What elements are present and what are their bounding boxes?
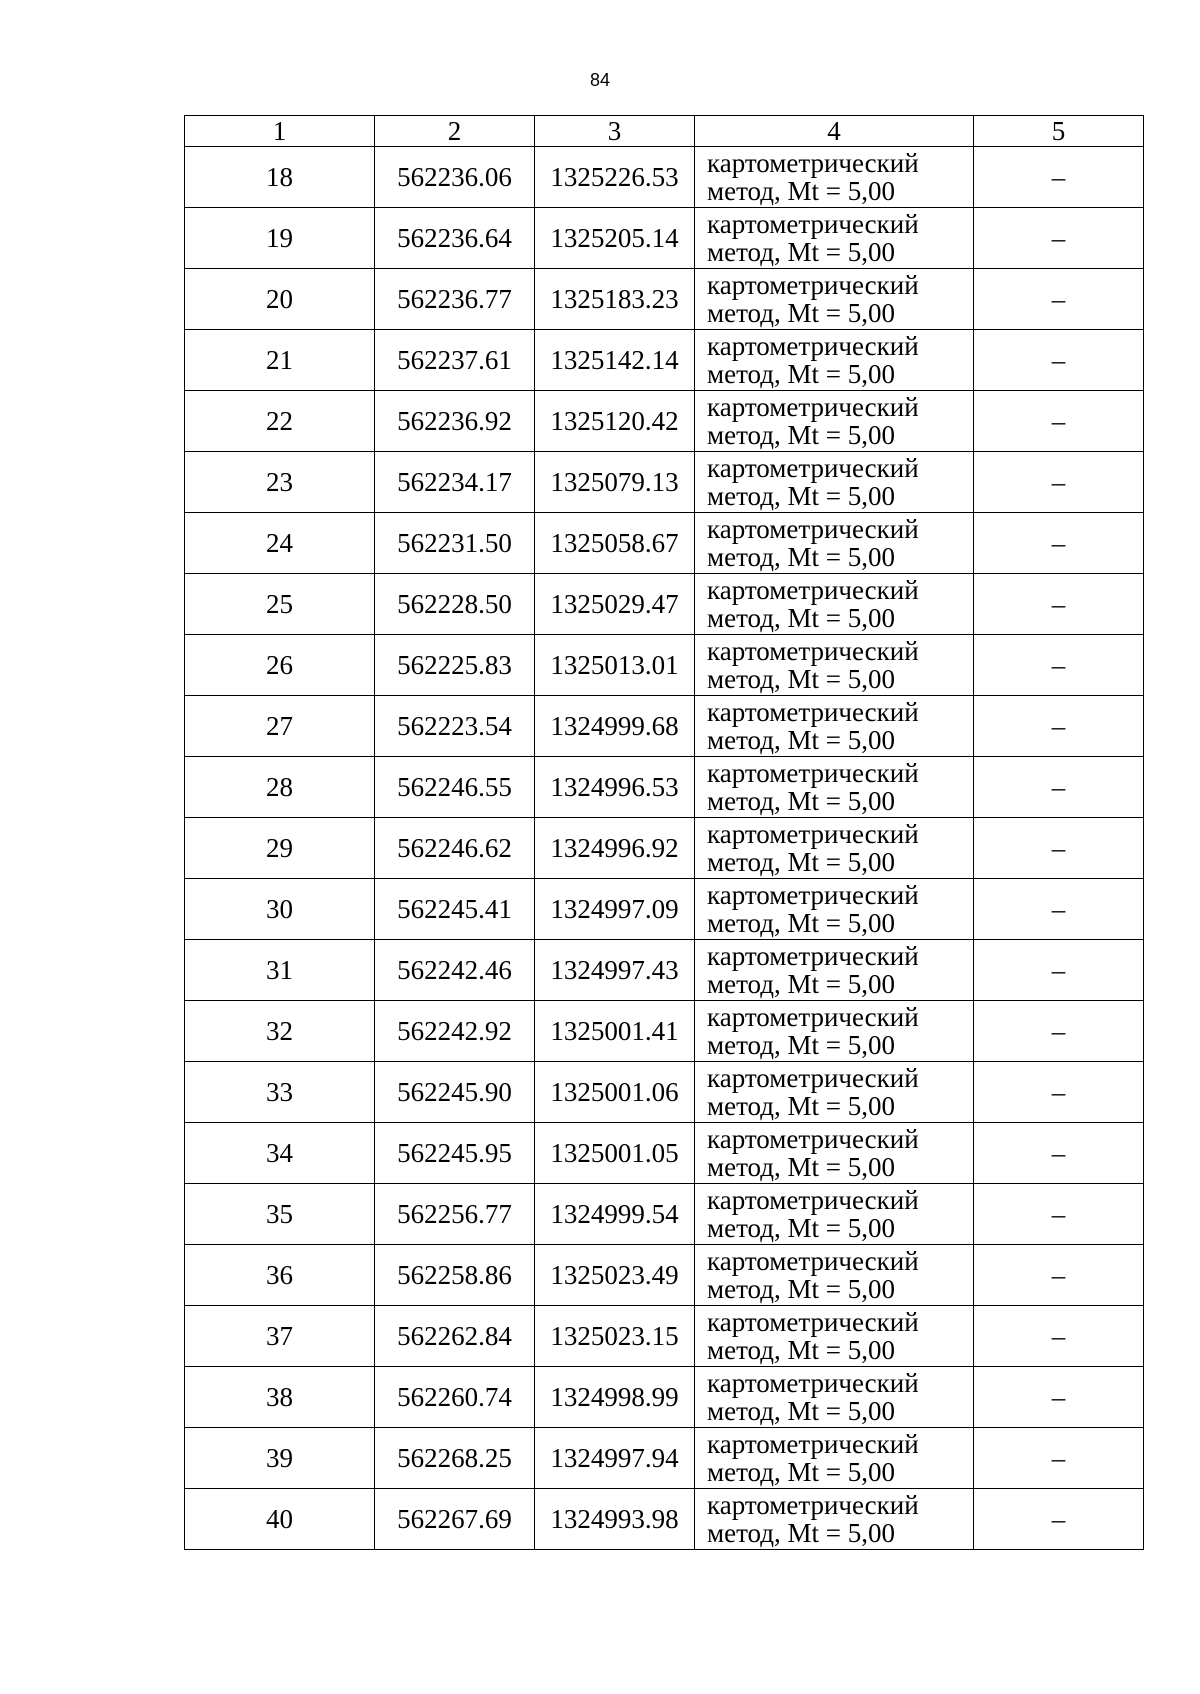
- method-cell: [695, 513, 974, 574]
- y-coordinate-cell: 1325183.23: [535, 269, 695, 330]
- method-accuracy: метод, Mt = 5,00: [707, 1091, 895, 1121]
- column-5-cell: –: [974, 1367, 1144, 1428]
- point-number-cell: 22: [185, 391, 375, 452]
- method-name: картометрический: [707, 331, 919, 361]
- y-coordinate-cell: 1325023.15: [535, 1306, 695, 1367]
- y-coordinate-cell: 1324997.94: [535, 1428, 695, 1489]
- method-name: картометрический: [707, 209, 919, 239]
- point-number-cell: 30: [185, 879, 375, 940]
- x-coordinate-cell: 562242.46: [375, 940, 535, 1001]
- table-row: [185, 696, 1144, 757]
- y-coordinate-cell: 1325001.05: [535, 1123, 695, 1184]
- method-cell: [695, 147, 974, 208]
- table-header-row: [185, 116, 1144, 147]
- column-5-cell: –: [974, 1245, 1144, 1306]
- y-coordinate-cell: 1325079.13: [535, 452, 695, 513]
- method-cell: [695, 940, 974, 1001]
- method-name: картометрический: [707, 514, 919, 544]
- x-coordinate-cell: 562236.77: [375, 269, 535, 330]
- column-header: 5: [974, 116, 1144, 147]
- column-5-cell: –: [974, 208, 1144, 269]
- x-coordinate-cell: 562231.50: [375, 513, 535, 574]
- y-coordinate-cell: 1325001.06: [535, 1062, 695, 1123]
- point-number-cell: 23: [185, 452, 375, 513]
- method-name: картометрический: [707, 270, 919, 300]
- method-name: картометрический: [707, 697, 919, 727]
- method-accuracy: метод, Mt = 5,00: [707, 603, 895, 633]
- x-coordinate-cell: 562242.92: [375, 1001, 535, 1062]
- table-row: [185, 269, 1144, 330]
- method-cell: [695, 330, 974, 391]
- method-accuracy: метод, Mt = 5,00: [707, 176, 895, 206]
- point-number-cell: 28: [185, 757, 375, 818]
- x-coordinate-cell: 562268.25: [375, 1428, 535, 1489]
- method-cell: [695, 1367, 974, 1428]
- method-cell: [695, 574, 974, 635]
- column-5-cell: –: [974, 1001, 1144, 1062]
- method-cell: [695, 818, 974, 879]
- coordinates-table: [184, 115, 1144, 1550]
- x-coordinate-cell: 562228.50: [375, 574, 535, 635]
- point-number-cell: 29: [185, 818, 375, 879]
- y-coordinate-cell: 1324999.54: [535, 1184, 695, 1245]
- table-row: [185, 452, 1144, 513]
- point-number-cell: 32: [185, 1001, 375, 1062]
- table-row: [185, 330, 1144, 391]
- x-coordinate-cell: 562246.62: [375, 818, 535, 879]
- y-coordinate-cell: 1325013.01: [535, 635, 695, 696]
- method-cell: [695, 635, 974, 696]
- method-cell: [695, 1428, 974, 1489]
- x-coordinate-cell: 562256.77: [375, 1184, 535, 1245]
- method-accuracy: метод, Mt = 5,00: [707, 908, 895, 938]
- column-5-cell: –: [974, 635, 1144, 696]
- y-coordinate-cell: 1325205.14: [535, 208, 695, 269]
- method-name: картометрический: [707, 1002, 919, 1032]
- method-cell: [695, 391, 974, 452]
- method-cell: [695, 452, 974, 513]
- method-name: картометрический: [707, 575, 919, 605]
- table-row: [185, 147, 1144, 208]
- method-cell: [695, 208, 974, 269]
- method-accuracy: метод, Mt = 5,00: [707, 1396, 895, 1426]
- x-coordinate-cell: 562262.84: [375, 1306, 535, 1367]
- method-name: картометрический: [707, 392, 919, 422]
- method-name: картометрический: [707, 1429, 919, 1459]
- y-coordinate-cell: 1324997.43: [535, 940, 695, 1001]
- column-5-cell: –: [974, 696, 1144, 757]
- point-number-cell: 24: [185, 513, 375, 574]
- x-coordinate-cell: 562245.90: [375, 1062, 535, 1123]
- column-header: 1: [185, 116, 375, 147]
- column-5-cell: –: [974, 452, 1144, 513]
- method-accuracy: метод, Mt = 5,00: [707, 1152, 895, 1182]
- point-number-cell: 37: [185, 1306, 375, 1367]
- x-coordinate-cell: 562246.55: [375, 757, 535, 818]
- method-accuracy: метод, Mt = 5,00: [707, 359, 895, 389]
- table-row: [185, 1062, 1144, 1123]
- method-accuracy: метод, Mt = 5,00: [707, 1457, 895, 1487]
- column-5-cell: –: [974, 1428, 1144, 1489]
- method-name: картометрический: [707, 1307, 919, 1337]
- method-cell: [695, 757, 974, 818]
- point-number-cell: 18: [185, 147, 375, 208]
- table-row: [185, 1123, 1144, 1184]
- x-coordinate-cell: 562267.69: [375, 1489, 535, 1550]
- column-header: 3: [535, 116, 695, 147]
- x-coordinate-cell: 562258.86: [375, 1245, 535, 1306]
- table-row: [185, 757, 1144, 818]
- table-row: [185, 940, 1144, 1001]
- method-name: картометрический: [707, 636, 919, 666]
- table-row: [185, 1184, 1144, 1245]
- table-row: [185, 635, 1144, 696]
- column-5-cell: –: [974, 818, 1144, 879]
- method-name: картометрический: [707, 941, 919, 971]
- table-row: [185, 391, 1144, 452]
- method-cell: [695, 269, 974, 330]
- method-name: картометрический: [707, 1246, 919, 1276]
- y-coordinate-cell: 1325058.67: [535, 513, 695, 574]
- point-number-cell: 21: [185, 330, 375, 391]
- point-number-cell: 27: [185, 696, 375, 757]
- column-5-cell: –: [974, 1184, 1144, 1245]
- method-accuracy: метод, Mt = 5,00: [707, 542, 895, 572]
- y-coordinate-cell: 1325029.47: [535, 574, 695, 635]
- point-number-cell: 36: [185, 1245, 375, 1306]
- x-coordinate-cell: 562237.61: [375, 330, 535, 391]
- column-5-cell: –: [974, 879, 1144, 940]
- method-accuracy: метод, Mt = 5,00: [707, 969, 895, 999]
- x-coordinate-cell: 562236.06: [375, 147, 535, 208]
- method-cell: [695, 1184, 974, 1245]
- x-coordinate-cell: 562260.74: [375, 1367, 535, 1428]
- column-5-cell: –: [974, 1123, 1144, 1184]
- y-coordinate-cell: 1325001.41: [535, 1001, 695, 1062]
- x-coordinate-cell: 562225.83: [375, 635, 535, 696]
- y-coordinate-cell: 1324996.53: [535, 757, 695, 818]
- method-cell: [695, 1001, 974, 1062]
- method-cell: [695, 696, 974, 757]
- method-accuracy: метод, Mt = 5,00: [707, 786, 895, 816]
- method-accuracy: метод, Mt = 5,00: [707, 298, 895, 328]
- method-cell: [695, 1245, 974, 1306]
- table-row: [185, 1489, 1144, 1550]
- table-row: [185, 1306, 1144, 1367]
- column-5-cell: –: [974, 574, 1144, 635]
- column-5-cell: –: [974, 1489, 1144, 1550]
- point-number-cell: 38: [185, 1367, 375, 1428]
- method-accuracy: метод, Mt = 5,00: [707, 847, 895, 877]
- point-number-cell: 20: [185, 269, 375, 330]
- method-accuracy: метод, Mt = 5,00: [707, 1213, 895, 1243]
- table-row: [185, 1428, 1144, 1489]
- method-accuracy: метод, Mt = 5,00: [707, 1335, 895, 1365]
- column-5-cell: –: [974, 757, 1144, 818]
- method-cell: [695, 1489, 974, 1550]
- table-body: [185, 147, 1144, 1550]
- method-name: картометрический: [707, 758, 919, 788]
- method-name: картометрический: [707, 148, 919, 178]
- column-5-cell: –: [974, 940, 1144, 1001]
- table-row: [185, 879, 1144, 940]
- column-5-cell: –: [974, 1062, 1144, 1123]
- method-cell: [695, 1062, 974, 1123]
- x-coordinate-cell: 562236.64: [375, 208, 535, 269]
- point-number-cell: 33: [185, 1062, 375, 1123]
- method-cell: [695, 1306, 974, 1367]
- method-accuracy: метод, Mt = 5,00: [707, 1274, 895, 1304]
- method-cell: [695, 879, 974, 940]
- y-coordinate-cell: 1325226.53: [535, 147, 695, 208]
- y-coordinate-cell: 1324993.98: [535, 1489, 695, 1550]
- column-5-cell: –: [974, 513, 1144, 574]
- y-coordinate-cell: 1325120.42: [535, 391, 695, 452]
- method-accuracy: метод, Mt = 5,00: [707, 481, 895, 511]
- column-5-cell: –: [974, 269, 1144, 330]
- point-number-cell: 19: [185, 208, 375, 269]
- point-number-cell: 39: [185, 1428, 375, 1489]
- column-5-cell: –: [974, 330, 1144, 391]
- x-coordinate-cell: 562234.17: [375, 452, 535, 513]
- method-name: картометрический: [707, 1124, 919, 1154]
- table-row: [185, 208, 1144, 269]
- page-number: 84: [589, 70, 611, 90]
- method-name: картометрический: [707, 1063, 919, 1093]
- x-coordinate-cell: 562245.41: [375, 879, 535, 940]
- y-coordinate-cell: 1324998.99: [535, 1367, 695, 1428]
- method-accuracy: метод, Mt = 5,00: [707, 1030, 895, 1060]
- y-coordinate-cell: 1324996.92: [535, 818, 695, 879]
- method-accuracy: метод, Mt = 5,00: [707, 1518, 895, 1548]
- point-number-cell: 40: [185, 1489, 375, 1550]
- column-header: 2: [375, 116, 535, 147]
- column-5-cell: –: [974, 1306, 1144, 1367]
- method-name: картометрический: [707, 1368, 919, 1398]
- x-coordinate-cell: 562223.54: [375, 696, 535, 757]
- method-accuracy: метод, Mt = 5,00: [707, 237, 895, 267]
- method-cell: [695, 1123, 974, 1184]
- table-row: [185, 818, 1144, 879]
- table-row: [185, 1245, 1144, 1306]
- method-accuracy: метод, Mt = 5,00: [707, 664, 895, 694]
- method-accuracy: метод, Mt = 5,00: [707, 420, 895, 450]
- point-number-cell: 25: [185, 574, 375, 635]
- column-5-cell: –: [974, 147, 1144, 208]
- point-number-cell: 34: [185, 1123, 375, 1184]
- x-coordinate-cell: 562236.92: [375, 391, 535, 452]
- y-coordinate-cell: 1324999.68: [535, 696, 695, 757]
- y-coordinate-cell: 1325023.49: [535, 1245, 695, 1306]
- method-accuracy: метод, Mt = 5,00: [707, 725, 895, 755]
- column-header: 4: [695, 116, 974, 147]
- x-coordinate-cell: 562245.95: [375, 1123, 535, 1184]
- point-number-cell: 26: [185, 635, 375, 696]
- table-row: [185, 574, 1144, 635]
- point-number-cell: 35: [185, 1184, 375, 1245]
- y-coordinate-cell: 1324997.09: [535, 879, 695, 940]
- table-row: [185, 513, 1144, 574]
- method-name: картометрический: [707, 1490, 919, 1520]
- method-name: картометрический: [707, 880, 919, 910]
- table-row: [185, 1367, 1144, 1428]
- table-row: [185, 1001, 1144, 1062]
- column-5-cell: –: [974, 391, 1144, 452]
- method-name: картометрический: [707, 453, 919, 483]
- point-number-cell: 31: [185, 940, 375, 1001]
- method-name: картометрический: [707, 1185, 919, 1215]
- method-name: картометрический: [707, 819, 919, 849]
- y-coordinate-cell: 1325142.14: [535, 330, 695, 391]
